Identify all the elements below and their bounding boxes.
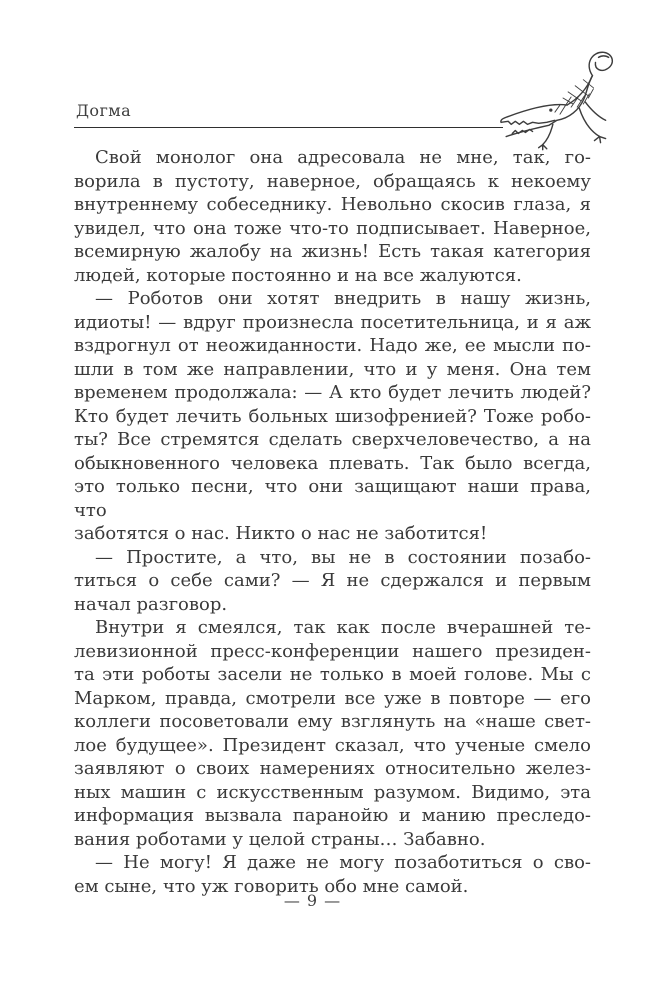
text-line: шли в том же направлении, что и у меня. Она тем [74,358,591,380]
paragraph [74,616,591,851]
text-line: та эти роботы засели не только в моей голове. Мы с [74,664,591,685]
text-line: Свой монолог она адресовала не мне, так, го- [95,147,591,168]
text-line: Внутри я смеялся, так как после вчерашней те- [95,617,591,638]
text-line: внутреннему собеседнику. Невольно скосив глаза, я [74,194,591,215]
text-line: временем продолжала: — А кто будет лечить людей? [74,382,591,403]
text-line: левизионной пресс-конференции нашего президен- [74,640,591,662]
text-line: ты? Все стремятся сделать сверхчеловечество, а на [74,429,591,450]
text-line: — Роботов они хотят внедрить в нашу жизнь, [95,288,591,309]
text-line: это только песни, что они защищают наши права, что [74,476,591,521]
page-body-text [74,146,591,898]
text-line: идиоты! — вдруг произнесла посетительница, и я аж [74,311,591,333]
text-line: информация вызвала паранойю и манию преследо- [74,805,591,826]
text-line: — Простите, а что, вы не в состоянии позабо- [95,546,591,568]
text-line: ворила в пустоту, наверное, обращаясь к некоему [74,170,591,192]
text-line: вздрогнул от неожиданности. Надо же, ее мысли по- [74,335,591,356]
header-divider [74,127,503,128]
text-line: титься о себе сами? — Я не сдержался и первым [74,570,591,591]
text-line: начал разговор. [74,593,228,615]
running-head-title: Догма [76,101,132,120]
page-number: — 9 — [283,891,342,910]
text-line: заявляют о своих намерениях относительно желез- [74,758,591,779]
text-line: заботятся о нас. Никто о нас не заботится! [74,523,488,544]
paragraph [74,287,591,546]
text-line: людей, которые постоянно и на все жалуются. [74,264,522,286]
paragraph [74,546,591,617]
text-line: увидел, что она тоже что-то подписывает. Наверное, [74,217,591,239]
text-line: коллеги посоветовали ему взглянуть на «наше свет- [74,711,591,732]
text-line: вания роботами у целой страны… Забавно. [74,828,486,850]
text-line: всемирную жалобу на жизнь! Есть такая категория [74,241,591,262]
text-line: ем сыне, что уж говорить обо мне самой. [74,875,469,897]
paragraph [74,146,591,287]
text-line: — Не могу! Я даже не могу позаботиться о сво- [95,852,591,873]
crocodile-icon [494,44,632,156]
text-line: Марком, правда, смотрели все уже в повторе — его [74,687,591,709]
text-line: ных машин с искусственным разумом. Видимо, эта [74,781,591,803]
text-line: Кто будет лечить больных шизофренией? Тоже робо- [74,405,591,427]
text-line: обыкновенного человека плевать. Так было всегда, [74,452,591,474]
text-line: лое будущее». Президент сказал, что ученые смело [74,734,591,756]
